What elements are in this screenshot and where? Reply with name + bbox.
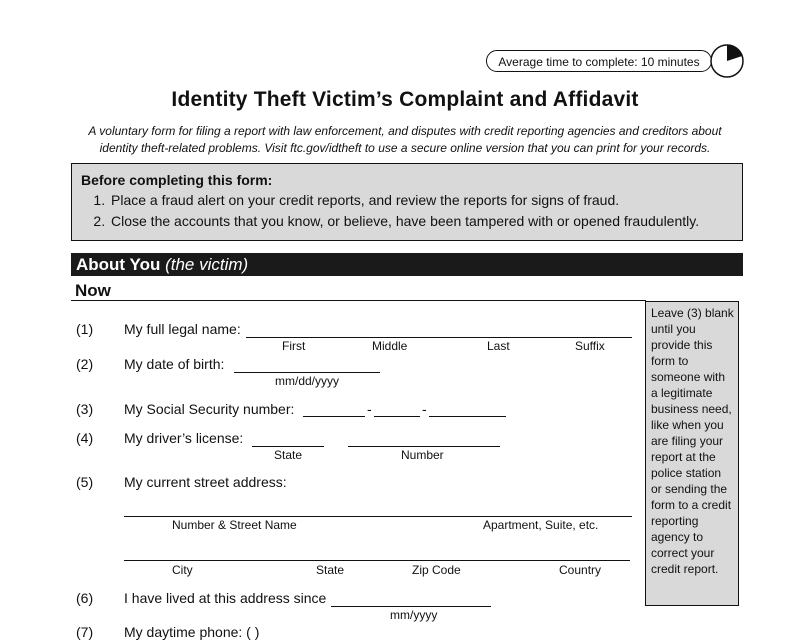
lived-since-caption: mm/yyyy [390, 608, 438, 622]
lived-since-label: I have lived at this address since [124, 590, 327, 606]
first-name-caption: First [282, 339, 306, 353]
last-name-caption: Last [487, 339, 510, 353]
date-of-birth-label: My date of birth: [124, 356, 225, 372]
license-state-caption: State [274, 448, 303, 462]
average-time-badge: Average time to complete: 10 minutes [486, 50, 712, 72]
section-title: About You [76, 255, 161, 274]
form-subtitle [60, 123, 750, 157]
license-number-caption: Number [401, 448, 444, 462]
full-name-label: My full legal name: [124, 321, 241, 337]
city-caption: City [172, 563, 193, 577]
license-number-field[interactable] [348, 446, 500, 447]
before-completing-box [71, 163, 743, 241]
street-address-label: My current street address: [124, 474, 287, 490]
drivers-license-label: My driver’s license: [124, 430, 244, 446]
section-header-about-you [71, 253, 743, 276]
ssn-separator: - [422, 401, 427, 417]
subtitle-line-1: A voluntary form for filing a report with law enforcement, and disputes with credit reporting agencies and creditors about [88, 124, 722, 138]
daytime-phone-label: My daytime phone: ( ) [124, 624, 260, 640]
field-number: (1) [76, 321, 94, 337]
ssn-part-3-field[interactable] [429, 416, 506, 417]
street-address-field[interactable] [124, 516, 632, 517]
date-of-birth-field[interactable] [234, 372, 380, 373]
field-number: (6) [76, 590, 94, 606]
suffix-caption: Suffix [575, 339, 605, 353]
before-list [81, 190, 742, 232]
field-number: (5) [76, 474, 94, 490]
field-number: (7) [76, 624, 94, 640]
field-number: (3) [76, 401, 94, 417]
before-item-1: 1. Place a fraud alert on your credit reports, and review the reports for signs of fraud. [109, 190, 742, 211]
before-item-2: 2. Close the accounts that you know, or believe, have been tampered with or opened fraudulently. [109, 211, 742, 232]
divider [71, 300, 646, 301]
field-number: (4) [76, 430, 94, 446]
lived-since-field[interactable] [331, 606, 491, 607]
subheading-now: Now [75, 281, 111, 300]
ssn-part-1-field[interactable] [303, 416, 365, 417]
ssn-separator: - [367, 401, 372, 417]
middle-name-caption: Middle [372, 339, 408, 353]
license-state-field[interactable] [252, 446, 324, 447]
state-caption: State [316, 563, 345, 577]
apartment-caption: Apartment, Suite, etc. [483, 518, 599, 532]
section-title-suffix: (the victim) [165, 255, 249, 274]
city-state-zip-field[interactable] [124, 560, 630, 561]
country-caption: Country [559, 563, 602, 577]
clock-icon [709, 43, 745, 79]
full-name-field[interactable] [246, 337, 632, 338]
ssn-label: My Social Security number: [124, 401, 295, 417]
form-title: Identity Theft Victim’s Complaint and Affidavit [171, 88, 639, 111]
side-note: Leave (3) blank until you provide this form to someone with a legitimate business need, like when you are filing your report at the police station or sending the form to a credit reporting agency to correct your credit report. [645, 301, 739, 606]
field-number: (2) [76, 356, 94, 372]
zip-code-caption: Zip Code [412, 563, 461, 577]
street-caption: Number & Street Name [172, 518, 297, 532]
subtitle-line-2: identity theft-related problems. Visit ftc.gov/idtheft to use a secure online version that you can print for your records. [99, 141, 711, 155]
date-of-birth-caption: mm/dd/yyyy [275, 374, 340, 388]
ssn-part-2-field[interactable] [374, 416, 420, 417]
before-heading: Before completing this form: [81, 172, 273, 188]
